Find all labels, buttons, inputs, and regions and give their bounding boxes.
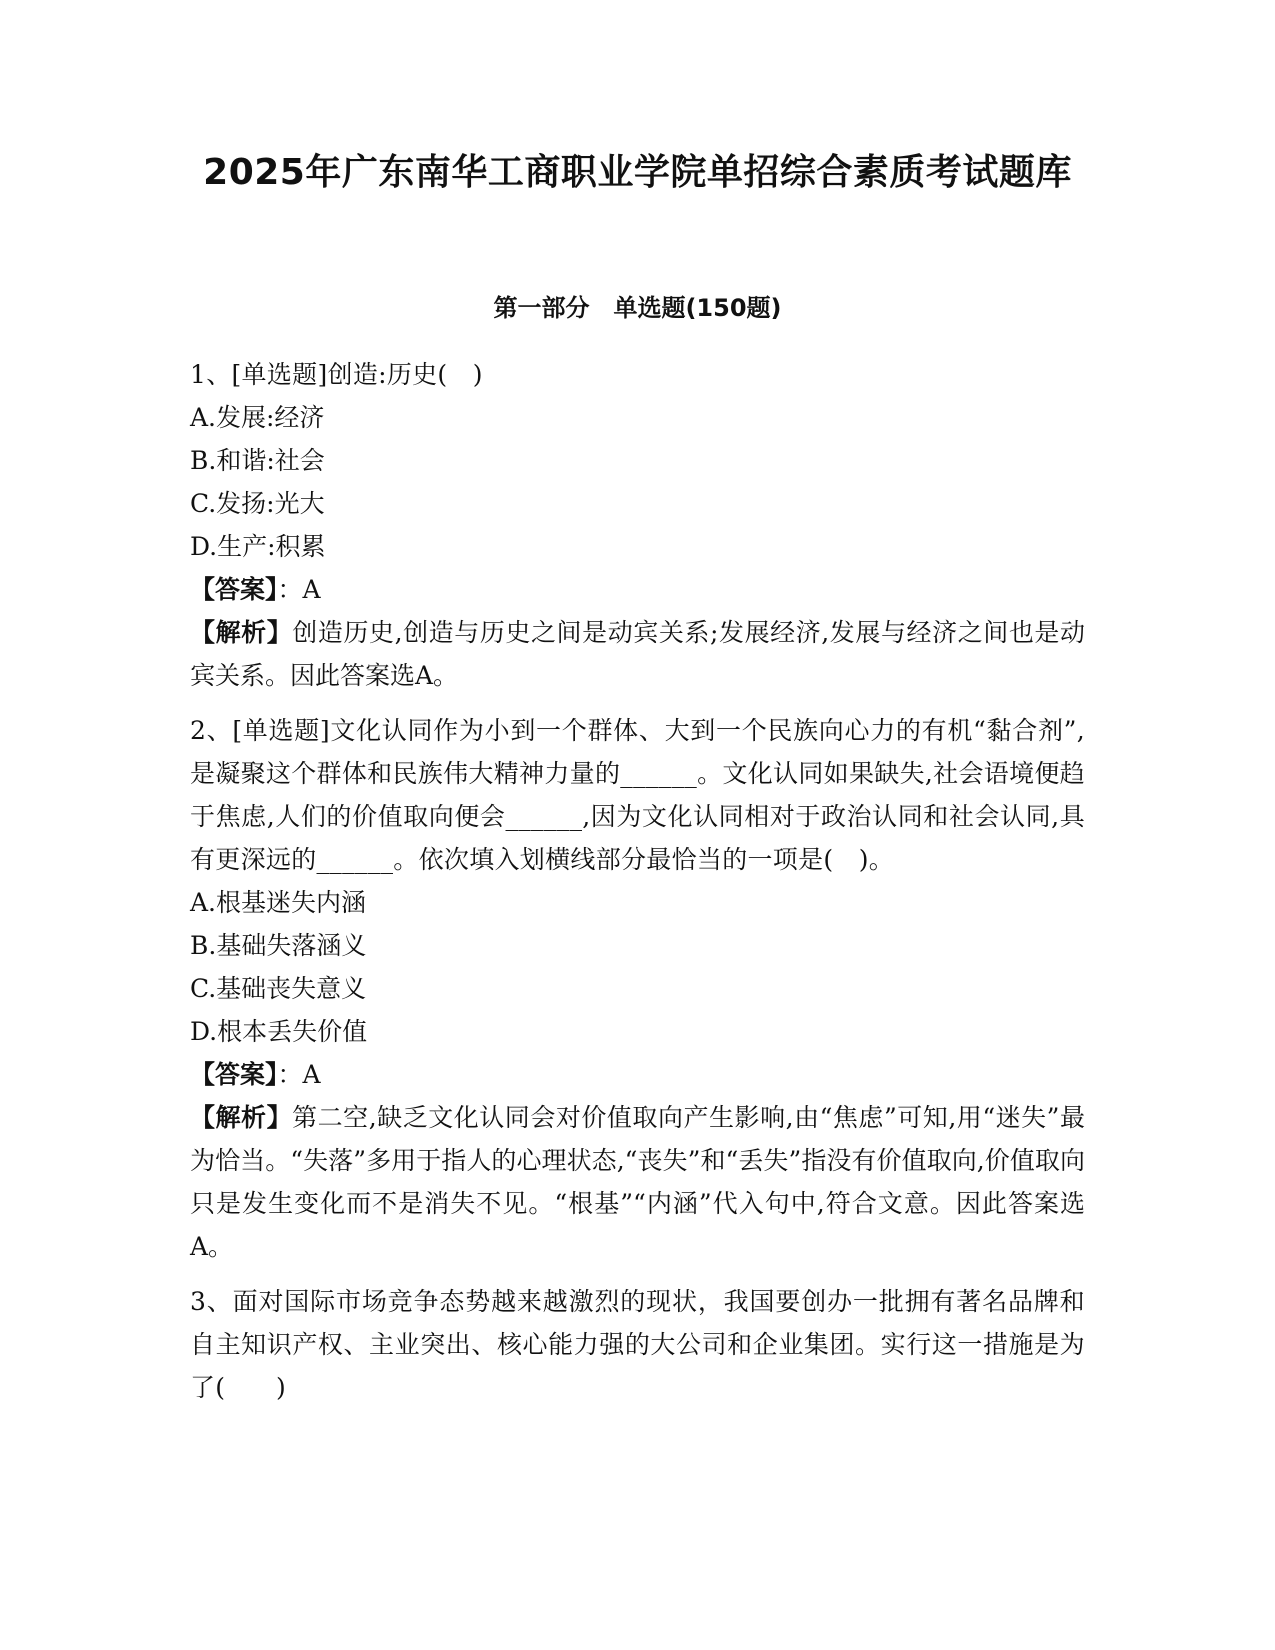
answer-line (190, 1053, 1085, 1096)
analysis-text: 第二空,缺乏文化认同会对价值取向产生影响,由“焦虑”可知,用“迷失”最为恰当。“失落”多用于指人的心理状态,“丧失”和“丢失”指没有价值取向,价值取向只是发生变化而不是消失不见。“根基”“内涵”代入句中,符合文意。因此答案选A。 (190, 1103, 1085, 1261)
question-stem: 1、[单选题]创造:历史( ) (190, 360, 483, 389)
question-2 (190, 709, 1085, 1268)
answer-value: ：A (277, 575, 321, 604)
analysis-paragraph (190, 611, 1085, 697)
analysis-text: 创造历史,创造与历史之间是动宾关系;发展经济,发展与经济之间也是动宾关系。因此答案选A。 (190, 618, 1085, 690)
analysis-paragraph (190, 1096, 1085, 1268)
analysis-label: 【解析】 (190, 618, 293, 647)
section-heading: 第一部分 单选题(150题) (493, 294, 782, 322)
answer-label: 【答案】 (190, 1060, 278, 1089)
option-c: C.发扬:光大 (190, 489, 325, 518)
answer-label: 【答案】 (190, 575, 278, 604)
document-title: 2025年广东南华工商职业学院单招综合素质考试题库 (203, 152, 1072, 193)
option-c: C.基础丧失意义 (190, 974, 367, 1003)
answer-line (190, 568, 1085, 611)
option-d: D.生产:积累 (190, 532, 326, 561)
question-stem: 3、面对国际市场竞争态势越来越激烈的现状，我国要创办一批拥有著名品牌和自主知识产权、主业突出、核心能力强的大公司和企业集团。实行这一措施是为了( ) (190, 1287, 1085, 1402)
question-list (190, 353, 1085, 1421)
option-d: D.根本丢失价值 (190, 1017, 368, 1046)
option-a: A.根基迷失内涵 (190, 888, 367, 917)
question-stem: 2、[单选题]文化认同作为小到一个群体、大到一个民族向心力的有机“黏合剂”,是凝聚这个群体和民族伟大精神力量的______。文化认同如果缺失,社会语境便趋于焦虑,人们的价值取向便会______,因为文化认同相对于政治认同和社会认同,具有更深远的______。依次填入划横线部分最恰当的一项是( )。 (190, 716, 1085, 874)
question-3 (190, 1280, 1085, 1409)
answer-value: ：A (277, 1060, 321, 1089)
question-1 (190, 353, 1085, 697)
option-b: B.和谐:社会 (190, 446, 325, 475)
option-b: B.基础失落涵义 (190, 931, 367, 960)
analysis-label: 【解析】 (190, 1103, 293, 1132)
option-a: A.发展:经济 (190, 403, 325, 432)
